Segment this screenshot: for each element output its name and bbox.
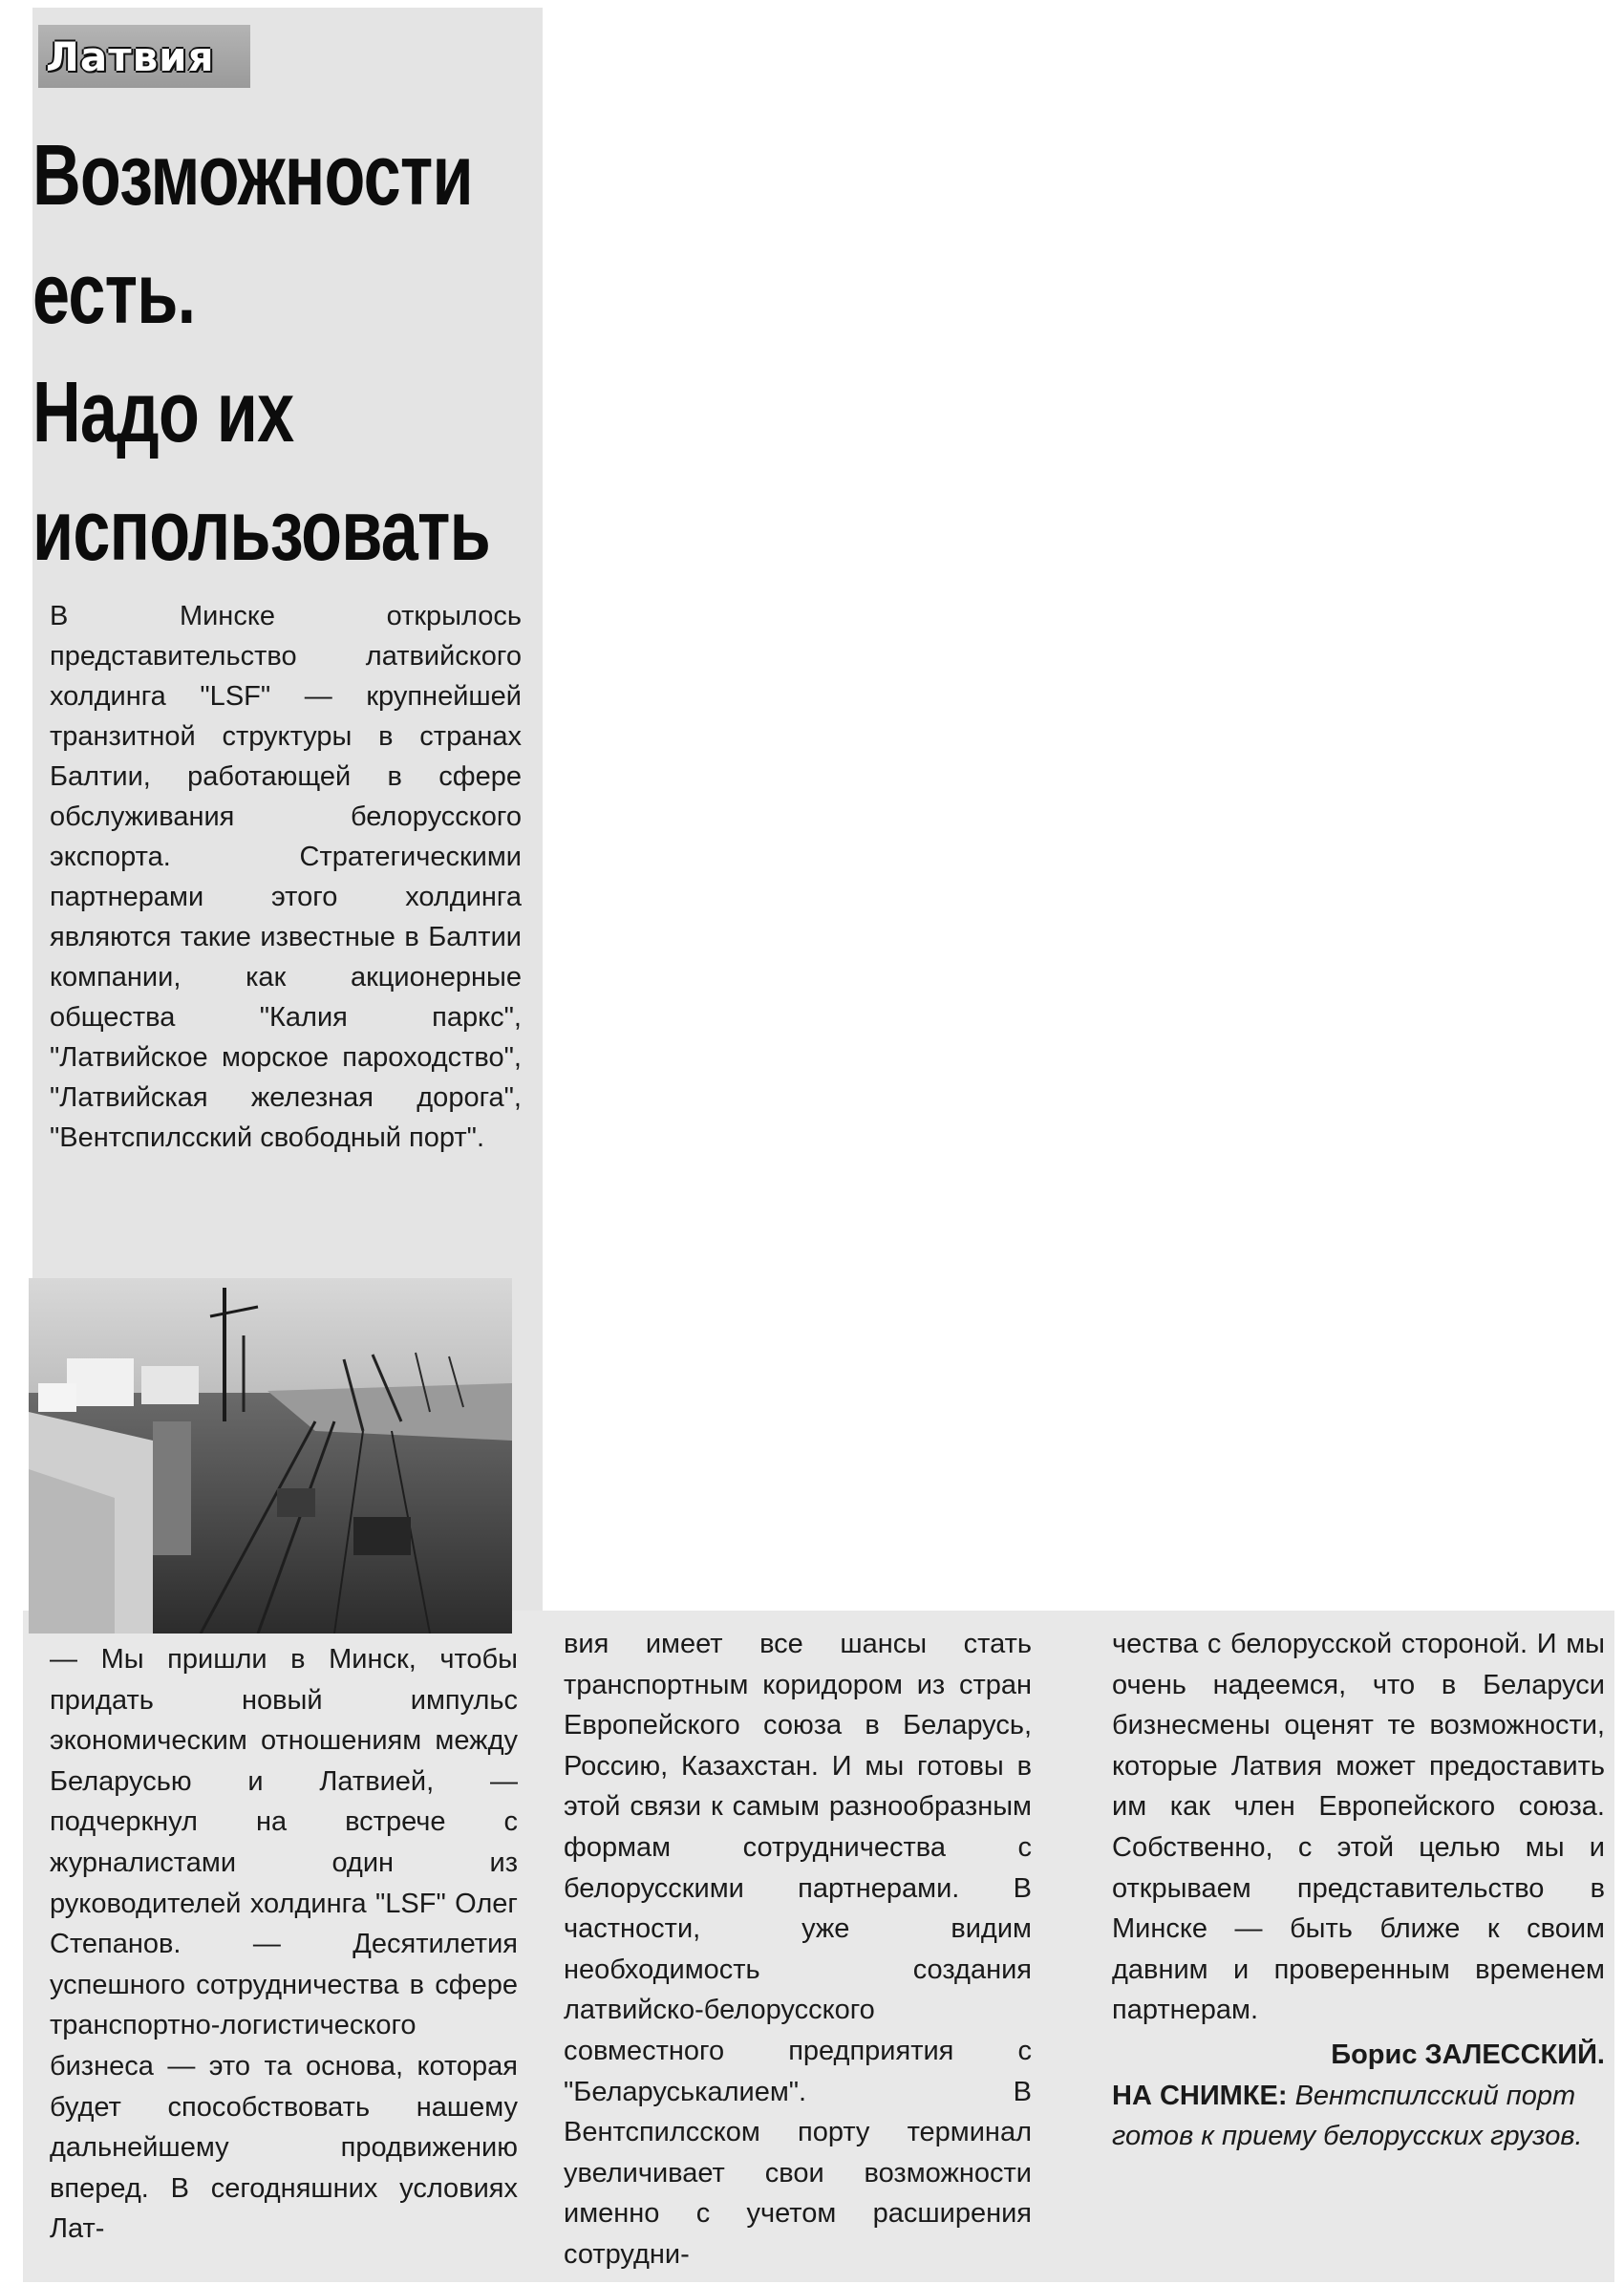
article-paragraph: — Мы пришли в Минск, чтобы придать новый импульс экономическим отношениям между Беларусью и Латвией, — подчеркнул на встрече с журналистами один из руководителей холдинга "LSF" Олег Степанов. — Десятилетия успешного сотрудничества в сфере транспортно-логистического бизнеса — это та основа, которая будет способствовать нашему дальнейшему продвижению вперед. В сегодняшних условиях Лат- (50, 1644, 518, 2245)
headline-line-4: использовать (32, 483, 490, 579)
article-paragraph: чества с белорусской стороной. И мы очень надеемся, что в Беларуси бизнесмены оценят те возможности, которые Латвия может предоставить им как член Европейского союза. Собственно, с этой целью мы и открываем представительство в Минске — быть ближе к своим давним и проверенным временем партнерам. (1112, 1629, 1605, 2026)
author-byline: Борис ЗАЛЕССКИЙ. (1331, 2039, 1605, 2070)
headline-line-1: Возможности (32, 128, 473, 224)
article-column-2 (564, 1624, 1032, 2275)
lead-paragraph (50, 596, 522, 1158)
caption-label: НА СНИМКЕ: (1112, 2080, 1288, 2111)
article-paragraph: вия имеет все шансы стать транспортным коридором из стран Европейского союза в Беларусь, Россию, Казахстан. И мы готовы в этой связи к самым разнообразным формам сотрудничества с белорусскими партнерами. В частности, уже видим необходимость создания латвийско-белорусского совместного предприятия с "Беларуськалием". В Вентспилсском порту терминал увеличивает свои возможности именно с учетом расширения сотрудни- (564, 1629, 1032, 2270)
caption-text: Вентспилсский порт готов к приему белорусских грузов. (1112, 2080, 1583, 2152)
photo-caption (1112, 2076, 1605, 2157)
section-rubric (38, 25, 250, 88)
port-photo-image (29, 1278, 512, 1634)
headline-line-3: Надо их (32, 365, 294, 460)
port-photo (29, 1278, 512, 1634)
article-column-1 (50, 1639, 518, 2250)
article-column-3 (1112, 1624, 1605, 2157)
headline (32, 117, 543, 590)
rubric-label: Латвия (46, 32, 215, 80)
lead-text: В Минске открылось представительство латвийского холдинга "LSF" — крупнейшей транзитной структуры в странах Балтии, работающей в сфере обслуживания белорусского экспорта. Стратегическими партнерами этого холдинга являются такие известные в Балтии компании, как акционерные общества "Калия паркс", "Латвийское морское пароходство", "Латвийская железная дорога", "Вентспилсский свободный порт". (50, 601, 522, 1153)
headline-line-2: есть. (32, 246, 196, 342)
